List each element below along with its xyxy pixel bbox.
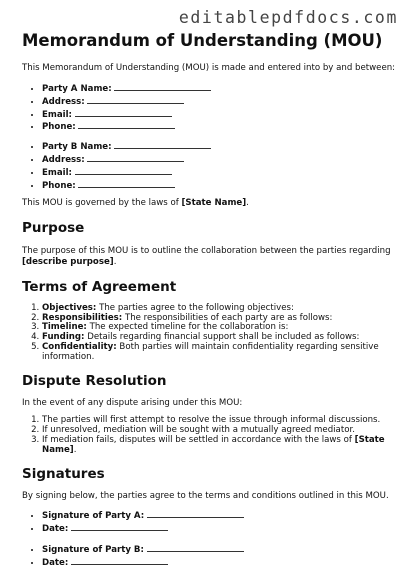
dispute-list [22,416,398,455]
dispute-item [42,436,398,456]
party-a-name-line[interactable] [114,82,211,91]
document-page [22,31,398,569]
field-label: Address: [42,154,85,165]
field-label: Party B Name: [42,142,112,153]
signature-a-row [42,509,398,522]
field-label: Date: [42,524,69,535]
dispute-item: 1. The parties will first attempt to resolve the issue through informal discussions. [42,416,398,426]
field-label: Email: [42,109,72,120]
party-b-phone-row [42,179,398,192]
term-label: Responsibilities: [42,312,123,323]
party-b-name-row [42,140,398,153]
field-label: Signature of Party A: [42,511,145,522]
party-b-email-line[interactable] [75,166,172,175]
purpose-heading: Purpose [22,220,85,237]
signature-b-line[interactable] [147,543,244,552]
party-b-name-line[interactable] [114,140,211,149]
terms-list [22,304,398,363]
term-label: Funding: [42,332,85,343]
dispute-item: 2. If unresolved, mediation will be sought with a mutually agreed mediator. [42,426,398,436]
party-a-name-row [42,82,398,95]
purpose-suffix: . [113,256,117,267]
signature-b-row [42,543,398,556]
field-label: Party A Name: [42,84,112,94]
intro-text: This Memorandum of Understanding (MOU) is made and entered into by and between: [22,63,396,73]
document-title: Memorandum of Understanding (MOU) [22,31,383,50]
date-a-line[interactable] [71,522,168,531]
field-label: Email: [42,167,72,178]
signatures-heading: Signatures [22,465,105,482]
term-label: Timeline: [42,322,87,333]
field-label: Date: [42,557,69,568]
party-a-address-row [42,95,398,108]
party-b-address-row [42,153,398,166]
term-text: The expected timeline for the collaboration is: [86,322,289,333]
purpose-text [22,246,398,268]
field-label: Phone: [42,122,76,133]
watermark: editablepdfdocs.com [178,8,398,27]
terms-heading: Terms of Agreement [22,278,177,295]
date-b-row [42,556,398,569]
dispute-item-suffix: . [73,444,77,455]
party-b-address-line[interactable] [87,153,184,162]
party-a-email-line[interactable] [75,108,172,117]
term-text: The parties agree to the following objectives: [96,302,294,313]
field-label: Signature of Party B: [42,544,144,555]
date-a-row [42,522,398,535]
state-placeholder: [State Name] [181,198,247,209]
party-b-list [22,140,398,191]
party-b-email-row [42,166,398,179]
party-a-phone-line[interactable] [78,120,175,129]
party-b-phone-line[interactable] [78,179,175,188]
term-text: The responsibilities of each party are as follows: [122,312,333,323]
governing-law-text [22,198,398,209]
purpose-placeholder: [describe purpose] [22,256,114,267]
signature-a-line[interactable] [147,509,244,518]
party-a-email-row [42,108,398,121]
governing-suffix: . [246,198,249,209]
party-a-list [22,82,398,133]
field-label: Address: [42,96,85,107]
party-a-phone-row [42,120,398,133]
term-label: Objectives: [42,302,97,313]
terms-item [42,343,398,363]
dispute-intro: In the event of any dispute arising under this MOU: [22,397,243,408]
signature-b-list [22,543,398,569]
state-placeholder: [State Name] [42,434,385,455]
term-text: Details regarding financial support shall be included as follows: [84,332,360,343]
term-text: Both parties will maintain confidentiality regarding sensitive information. [42,341,379,362]
signature-a-list [22,509,398,535]
date-b-line[interactable] [71,556,168,565]
signatures-intro: By signing below, the parties agree to the terms and conditions outlined in this MOU. [22,490,389,501]
term-label: Confidentiality: [42,341,117,352]
dispute-item-text: If mediation fails, disputes will be settled in accordance with the laws of [42,434,355,445]
field-label: Phone: [42,180,76,191]
purpose-body: The purpose of this MOU is to outline the collaboration between the parties regarding [22,246,391,257]
governing-prefix: This MOU is governed by the laws of [22,198,182,209]
dispute-heading: Dispute Resolution [22,372,167,389]
party-a-address-line[interactable] [87,95,184,104]
